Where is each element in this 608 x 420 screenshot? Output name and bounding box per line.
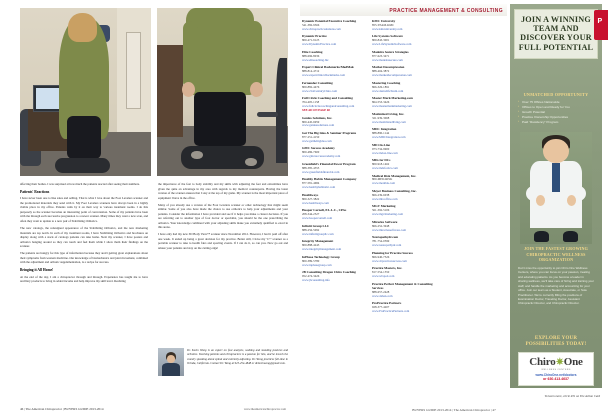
action-card-note: To learn more, circle #31 on The Action Card — [544, 394, 600, 398]
listing-url[interactable]: www.hoopercornell.com — [302, 216, 333, 221]
listing-company-name: ProPractice Partners — [372, 301, 402, 306]
listing-phone[interactable]: 866-940-7526 — [372, 254, 390, 259]
article-paragraph: Many of you already use a version of the Foot Levelers scanner or other technology that might seem similar. Some of you also have made the choice to use orthotics to help your adjustments and your patients. Consider the information I have provided and see if it helps you make a clearer decision. If you are referring out to another type of foot doctor or specialist, you should be the one prescribing the orthotics. Your knowledge combined with your adjusting skills make you extremely qualified to excel in this arena. — [158, 202, 288, 230]
listing-phone[interactable]: 888-696-8036 — [302, 53, 320, 58]
listing-company-name: Healthy Habits Management Company — [302, 177, 357, 182]
listing-phone[interactable]: 800-471-9125 — [302, 38, 320, 43]
listing-url[interactable]: www.healthways.com — [302, 200, 329, 205]
author-bio — [158, 348, 288, 376]
listing-url[interactable]: www.desirelifeTeam.com — [372, 88, 404, 93]
listing-url[interactable]: www.dcpracticesuccess.com — [372, 258, 407, 263]
listing-phone[interactable]: 855-TEAM-KMC — [372, 22, 395, 27]
article-paragraph: At the end of the day, I am a chiropractor through and through. Experience has taught me to have ancillary products to bring in added income and help improve my skill level. Realizing — [20, 274, 148, 283]
photo-scanner-marker — [191, 151, 203, 159]
directory-listing[interactable] — [302, 209, 368, 221]
photo-cable — [257, 112, 278, 117]
ad-logo-wordmark — [519, 355, 593, 370]
article-paragraph: the importance of the feet to body stability and my skills with adjusting the feet and extremities have given me quite an advantage in my area with regards to my medical counterparts. Having the latest version of the scanner ensures that I stay at the top of my game. My scanner is the most important piece of equipment I have in the office. — [158, 182, 288, 200]
ad-bullet-item: ▪ Growth Potential — [518, 110, 598, 115]
ad-logo-block[interactable] — [518, 352, 594, 386]
listing-url[interactable]: www.expertclinicalbackmarks.com — [302, 73, 345, 78]
listings-column — [302, 20, 368, 388]
listing-url[interactable]: www.maximizedliving.com — [372, 119, 406, 124]
photo-scanner-plate — [55, 158, 110, 173]
photo-scanner-marker — [245, 158, 257, 166]
directory-listing[interactable] — [372, 302, 438, 314]
directory-listing[interactable] — [372, 35, 438, 47]
listing-url[interactable]: www.geniussolutions.com — [302, 123, 335, 128]
section-header-bar — [300, 4, 507, 16]
listing-phone[interactable]: 888-385-4355 — [302, 165, 320, 170]
listing-phone[interactable]: 952-474-3426 — [302, 274, 320, 279]
photo-patient-hair — [68, 13, 97, 42]
listing-company-name: JB Consulting Dragon Chiro Coaching — [302, 270, 356, 275]
ad-photo-shoe-left — [534, 231, 548, 242]
directory-listing[interactable] — [372, 205, 438, 217]
listing-phone[interactable]: 704-405-1158 — [302, 100, 320, 105]
article-paragraph: affecting their bodies. I was surprised at how much the patients reacted after seeing their numbers. — [20, 182, 140, 186]
ad-headline-box — [514, 9, 598, 59]
ad-photo-tie — [552, 163, 559, 192]
listing-company-name: KMC University — [372, 19, 396, 23]
listing-see-ad-note: SEE AD ON PAGE 68 — [302, 108, 330, 113]
listing-url[interactable]: www.infinitigroupllc.com — [302, 231, 334, 236]
listing-phone[interactable]: 877-581-4684 — [302, 181, 320, 186]
listing-company-name: Practice Masters, Inc. — [372, 266, 403, 271]
listing-phone[interactable]: 888-256-5092 — [302, 227, 320, 232]
listing-phone[interactable]: 888-890-1144 — [372, 131, 390, 136]
photo-patient-arm-left — [183, 21, 197, 88]
ad-body-text: Don’t miss the opportunity to join Chiro One Wellness Centers, where you can focus on your passion, treating and educating patients. As you become a leader in sharing wellness, we’ll take care of hiring and training your staff, and handle the marketing and accounting for your office. Join our team as a Student, Associate, or Sole Practitioner. We’re currently filling the positions of Examination Doctor, Traveling Doctor, Assistant Chiropractic Director, and Chiropractic Director. — [518, 266, 594, 306]
listing-url[interactable]: www.mbcoffice.com — [372, 196, 398, 201]
photo-patient-arm-right — [247, 21, 261, 88]
directory-listing[interactable] — [302, 194, 368, 206]
listing-url[interactable]: www.mdsfordcs.com — [372, 165, 398, 170]
listing-url[interactable]: www.gmcsuccessacademy.com — [302, 154, 341, 159]
listing-url[interactable]: www.miraclessoftware.com — [372, 227, 406, 232]
listing-url[interactable]: www.mdon-line.com — [372, 150, 398, 155]
article-subheading: Patients' Reactions — [20, 189, 50, 194]
directory-listing[interactable] — [302, 20, 368, 32]
directory-listing[interactable] — [302, 163, 368, 175]
listing-phone[interactable]: 800-MED-RISK — [372, 177, 393, 182]
directory-listing[interactable] — [372, 252, 438, 264]
ad-bullet-item: ▪ Paid “Residency” Program — [518, 120, 598, 125]
listing-url[interactable]: www.ProPracticePartners.com — [372, 309, 410, 314]
listing-company-name: Market Decompression — [372, 65, 405, 70]
listing-company-name: MDs for DCs — [372, 158, 391, 163]
listing-url[interactable]: www.medrisk.com — [372, 181, 395, 186]
left-editorial-page — [0, 0, 300, 420]
photo-wall-chart — [126, 32, 140, 109]
directory-listing[interactable] — [372, 66, 438, 78]
listing-company-name: Planning for Practice Success — [372, 250, 413, 255]
listing-company-name: Madeira Secure Strategies — [372, 49, 409, 54]
directory-listing[interactable] — [372, 159, 438, 171]
listing-company-name: Dynamic Practice — [302, 34, 327, 39]
article-column-right — [158, 182, 288, 253]
listing-company-name: Healthways — [302, 192, 319, 197]
listing-phone[interactable]: 321-939-3068 — [372, 115, 390, 120]
right-directory-page — [300, 0, 608, 420]
article-paragraph: I have never been one to like sales and selling. That is what I love about the Foot Levelers scanner and the promotional materials they send with it. My Foot Levelers scanners have always been in a highly visible place in my office. Patients walk by it on their way to various treatment rooms. I do this purposely so the scanner becomes an interesting point of conversation. Some of my patients have been with me through each successive progression to a newer scanner. Many times they want a new scan, and often they want to update to a new pair of Stabilizing Orthotics. — [20, 196, 148, 223]
listing-url[interactable]: www.neuropathydr.com — [372, 243, 402, 248]
footer-right: BUYERS GUIDE 2013-2014 | The American Chiropractor | 47 — [412, 408, 496, 412]
listing-url[interactable]: www.getthebigidea.com — [302, 138, 332, 143]
directory-listing[interactable] — [302, 97, 368, 113]
advertisement-chiro-one[interactable] — [510, 4, 602, 388]
listing-company-name: MDC Integration — [372, 127, 397, 132]
ad-photo-head — [543, 139, 569, 164]
directory-listing[interactable] — [372, 175, 438, 187]
ad-bullet-list — [518, 100, 598, 125]
listings-column — [372, 20, 438, 388]
directory-listing[interactable] — [302, 178, 368, 190]
listing-url[interactable]: www.marketdecompression.com — [372, 73, 412, 78]
ad-photo-hand-left — [536, 195, 545, 206]
page-section-tab — [594, 10, 608, 40]
listing-url[interactable]: www.healthyhabitsmc.com — [302, 185, 336, 190]
listing-company-name: Fernandez Consulting — [302, 80, 333, 85]
listing-phone[interactable]: 541-382-9366 — [302, 22, 320, 27]
ad-logo-phone[interactable]: or 630.413.4637 — [543, 377, 569, 381]
listing-phone[interactable]: 800-888-4243 — [302, 243, 320, 248]
listing-url[interactable]: www.integritymanagement.com — [302, 247, 342, 252]
directory-listing[interactable] — [372, 97, 438, 109]
listing-company-name: Genius Solutions, Inc. — [302, 115, 333, 120]
ad-logo-url[interactable]: www.ChiroOne.net/doctors — [535, 373, 577, 377]
headshot-shoulders — [162, 363, 181, 376]
listing-company-name: Full Circle Coaching and Consulting — [302, 96, 353, 101]
author-headshot — [158, 348, 184, 376]
listing-company-name: Infiniti Group LLC — [302, 223, 330, 228]
directory-listing[interactable] — [372, 128, 438, 140]
listing-url[interactable]: www.inphasegroup.com — [302, 262, 332, 267]
listing-url[interactable]: www.LifeSystemsSoftware.com — [372, 42, 412, 47]
ad-photo-shoe-right — [563, 231, 577, 242]
listing-url[interactable]: www.wixpod.com — [372, 274, 395, 279]
listing-phone[interactable]: 817-554-1550 — [372, 270, 390, 275]
star-person-icon: ✷ — [555, 357, 564, 368]
listing-company-name: Greenfield's Financial Power Program — [302, 161, 356, 166]
listing-phone[interactable]: 800-445-6959 — [302, 119, 320, 124]
directory-listing[interactable] — [372, 283, 438, 299]
listing-company-name: Master Mark Marketing.com — [372, 96, 413, 101]
listing-company-name: MGV Marketing — [372, 204, 396, 209]
page-section-tab-letter: P — [597, 18, 603, 25]
ad-logo-subtitle: WELLNESS CENTERS — [541, 369, 571, 371]
photo-laptop-screen — [33, 85, 62, 112]
listing-company-name: Medical Risk Management, Inc. — [372, 173, 417, 178]
listing-company-name: Integrity Management — [302, 239, 334, 244]
listing-phone[interactable]: 973-734-9900 — [372, 146, 390, 151]
listing-company-name: Life Systems Software — [372, 34, 403, 39]
ad-bullet-item: ▪ Over 75 Offices Nationwide — [518, 100, 598, 105]
listing-company-name: MD On-Line — [372, 142, 390, 147]
listing-company-name: Miracles Software — [372, 219, 398, 224]
ad-logo-one: One — [563, 356, 583, 368]
article-paragraph: The new catalogs, the redesigned appearance of the Stabilizing Orthotics, and the new marketing materials are top notch. In each of my treatment rooms, I have Stabilizing Orthotics and brochures on display along with a stack of catalogs patients can take home. Next my scanner, I have posters and orthotics hanging around so they can touch and feel them while I show them their findings on the scanner. — [20, 226, 148, 248]
listing-phone[interactable]: 877-251-4150 — [302, 134, 320, 139]
listing-phone[interactable]: 208-344-2527 — [302, 212, 320, 217]
listing-url[interactable]: www.mastermarkmarketing.com — [372, 104, 412, 109]
directory-listing[interactable] — [372, 221, 438, 233]
directory-listing[interactable] — [302, 147, 368, 159]
listing-company-name: GMC Success Academy — [302, 146, 335, 151]
listing-company-name: Expert Clinical Backmarks/MedMak — [302, 65, 354, 70]
photo-patient-legs — [194, 92, 246, 146]
listing-phone[interactable]: 928-377-4207 — [372, 305, 390, 310]
listing-url[interactable]: www.jbconsulting.info — [302, 277, 330, 282]
headshot-face — [167, 355, 176, 363]
listing-url[interactable]: www.MDCIntegration.com — [372, 135, 406, 140]
listing-url[interactable]: www.greenfieldsfinancial.com — [302, 169, 340, 174]
listing-phone[interactable]: 888-657-2428 — [372, 289, 390, 294]
listing-phone[interactable]: 800-389-5780 — [302, 258, 320, 263]
directory-listing[interactable] — [302, 51, 368, 63]
article-subheading: Bringing it All Home! — [20, 267, 54, 272]
listing-company-name: Meyer Business Consulting, Inc. — [372, 188, 417, 193]
directory-listing[interactable] — [372, 113, 438, 125]
listing-url[interactable]: www.kmcuniversity.com — [372, 26, 403, 31]
ad-bullet-item: ▪ Practice Ownership Opportunities — [518, 115, 598, 120]
photo-patient-on-scanner-rear — [157, 8, 288, 176]
listing-url[interactable]: www.mgvmarketing.com — [372, 212, 403, 217]
directory-listing[interactable] — [302, 82, 368, 94]
photo-chair — [157, 45, 183, 137]
ad-subheadline: UNMATCHED OPPORTUNITY — [523, 92, 589, 97]
listing-url[interactable]: www.chiropracticsolutions.com — [302, 26, 341, 31]
directory-listing[interactable] — [372, 144, 438, 156]
ad-call-to-action: EXPLORE YOUR POSSIBILITIES TODAY! — [525, 336, 587, 347]
directory-listing[interactable] — [302, 66, 368, 78]
listing-url[interactable]: www.madeirasecure.com — [372, 57, 403, 62]
footer-left-url[interactable]: www.theamericanchiropractor.com — [243, 407, 286, 411]
listing-phone[interactable]: 800-486-7600 — [302, 150, 320, 155]
listing-phone[interactable]: 561-392-5106 — [372, 208, 390, 213]
listing-phone[interactable]: 800-918-1462 — [372, 162, 390, 167]
directory-listing[interactable] — [372, 51, 438, 63]
directory-listing[interactable] — [302, 117, 368, 129]
listing-phone[interactable]: 888-404-3872 — [372, 69, 390, 74]
listing-company-name: Mastering Coaching — [372, 80, 401, 85]
listing-phone[interactable]: 800-843-3001 — [372, 38, 390, 43]
directory-listing[interactable] — [372, 82, 438, 94]
listing-company-name: Elite Coaching — [302, 49, 323, 54]
footer-left: 46 | The American Chiropractor | BUYERS GUIDE 2013-2014 — [20, 407, 104, 411]
photo-patient-on-scanner-side — [20, 8, 151, 176]
listing-phone[interactable]: 866-252-3948 — [372, 223, 390, 228]
directory-listing[interactable] — [302, 132, 368, 144]
directory-listing[interactable] — [302, 225, 368, 237]
listing-phone[interactable]: 866-239-6038 — [372, 192, 390, 197]
photo-patient-hand-left — [182, 82, 195, 97]
ad-body-heading: JOIN THE FASTEST GROWING CHIROPRACTIC WELLNESS ORGANIZATION — [524, 246, 588, 263]
listing-url[interactable]: www.dahan.com — [372, 293, 393, 298]
directory-listing[interactable] — [372, 20, 438, 32]
directory-listing[interactable] — [302, 240, 368, 252]
article-paragraph: The patients are hungry for this type of information because they aren't getting great explanations about their symptoms from western medicine. Our knowledge of biomechanics and joint movement, combined with the adjustment and orthotic supplementation, is a recipe for success. — [20, 251, 148, 265]
directory-listings — [302, 20, 508, 388]
listing-url[interactable]: www.21stCenturyChiro.com — [302, 88, 338, 93]
listing-phone[interactable]: 877-623-3471 — [372, 53, 390, 58]
listing-company-name: Neuropathydr.com — [372, 235, 399, 240]
ad-photo-hand-right — [567, 195, 576, 206]
directory-listing[interactable] — [372, 190, 438, 202]
listing-company-name: InPhase Technology Group — [302, 254, 340, 259]
listing-company-name: Practice Perfect Management & Consulting Services — [372, 281, 433, 290]
author-bio-text: Dr. Kevin Wong is an expert on foot analysis, walking and standing postures and orthotics. Teaching patients and chiropractors is a passion for him, and he travels the country speaking about spinal and extremity adjusting. Dr. Wong practices full-time in Orinda, California. Contact Dr. Wong at 925-254-4848 or drkevinwong@gmail.com. — [187, 348, 288, 366]
listing-phone[interactable]: 781-754-0599 — [372, 239, 390, 244]
ad-doctor-photo — [520, 132, 592, 244]
listing-company-name: Hooper Cornell, P.L.L.C., CPAs — [302, 208, 347, 213]
listing-company-name: Maximized Living, Inc. — [372, 111, 405, 116]
article-paragraph: I have only had my new 3D Body View™ scanner since November 2012. However, I had it paid off after one week. It ended up being a great decision for my practice. Better still, I have my 'C+' scanner as a portable scanner to take to health fairs and sporting events. If I can do it, so can you. Now go out and amaze your patients and stay on the cutting edge! — [158, 232, 288, 250]
photo-equipment-bar — [276, 58, 286, 162]
directory-listing[interactable] — [302, 256, 368, 268]
ad-headline: JOIN A WINNING TEAM AND DISCOVER YOUR FULL POTENTIAL — [518, 15, 594, 52]
ad-bullet-item: ▪ Offices to Open and Ready for You — [518, 105, 598, 110]
article-photo-group — [20, 8, 288, 176]
article-column-left — [20, 182, 148, 286]
listing-phone[interactable]: 866-326-1891 — [372, 84, 390, 89]
listing-phone[interactable]: 800-327-3822 — [302, 196, 320, 201]
listing-url[interactable]: www.fullcirclecoachingandconsulting.com — [302, 104, 355, 109]
section-title: PRACTICE MANAGEMENT & CONSULTING — [389, 7, 503, 14]
listing-phone[interactable]: 864-553-3426 — [372, 100, 390, 105]
ad-logo-chiro: Chiro — [529, 356, 556, 368]
directory-listing[interactable] — [372, 236, 438, 248]
listing-url[interactable]: www.eliteoaching.biz — [302, 57, 329, 62]
directory-listing[interactable] — [372, 267, 438, 279]
listing-phone[interactable]: 888-814-4712 — [302, 69, 320, 74]
directory-listing[interactable] — [302, 35, 368, 47]
listing-phone[interactable]: 800-882-4476 — [302, 84, 320, 89]
directory-listing[interactable] — [302, 271, 368, 283]
listing-company-name: Dynamic Potential Executive Coaching — [302, 19, 357, 23]
listing-url[interactable]: www.DynamicPractice.com — [302, 42, 337, 47]
photo-patient-legs — [67, 116, 101, 160]
listing-company-name: Get The Big Idea & Seminar Programs — [302, 131, 357, 135]
